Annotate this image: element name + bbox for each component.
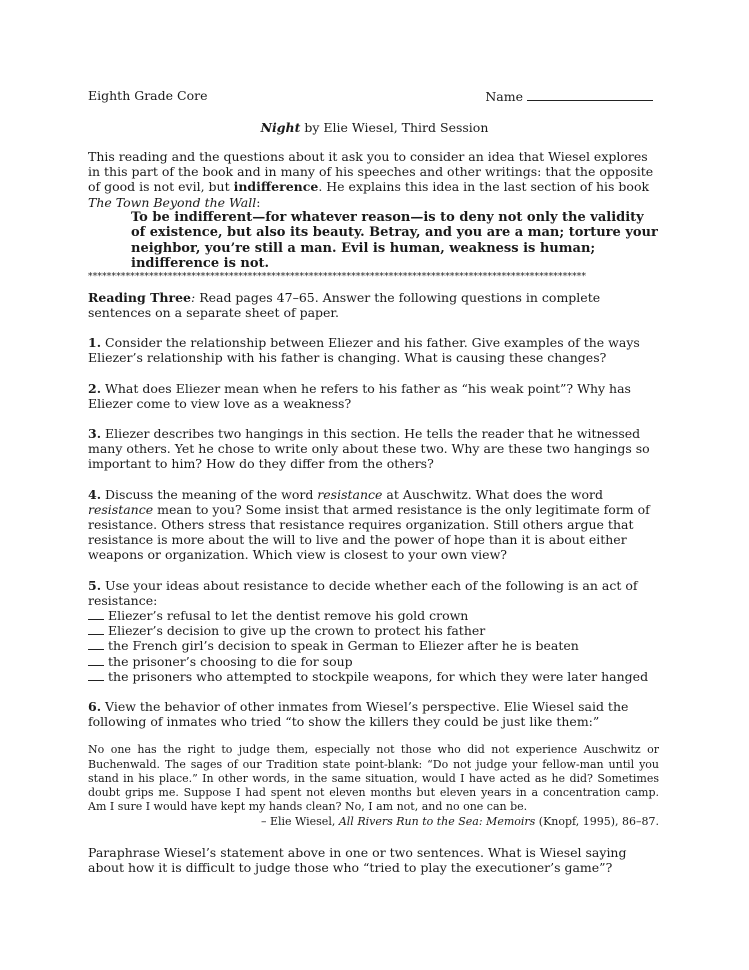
intro-paragraph [88,149,659,210]
page-title [0,120,749,135]
question-text: What does Eliezer mean when he refers to his father as “his weak point”? Why has Eliezer come to view love as a weakness? [88,380,631,411]
question-5-prompt [88,578,659,608]
emphasized-word: resistance [88,501,154,517]
list-item [88,623,659,638]
question-text: Use your ideas about resistance to decide whether each of the following is an act of resistance: [88,577,638,608]
item-text: the French girl’s decision to speak in German to Eliezer after he is beaten [108,638,579,654]
answer-blank[interactable] [88,639,104,650]
question-text: at Auschwitz. What does the word [382,486,603,502]
reading-colon: : [191,289,196,305]
citation-author: – Elie Wiesel, [260,814,339,828]
question-3 [88,426,659,472]
question-text: View the behavior of other inmates from Wiesel’s perspective. Elie Wiesel said the following of inmates who tried “to show the killers they could be just like them:” [88,699,629,730]
name-label: Name [485,89,523,104]
item-text: the prisoner’s choosing to die for soup [108,653,353,669]
name-blank-line [527,88,653,101]
answer-blank[interactable] [88,624,104,635]
answer-blank[interactable] [88,670,104,681]
citation [88,815,659,829]
citation-publisher: (Knopf, 1995), 86–87. [535,814,659,828]
header [88,88,653,106]
item-text: Eliezer’s decision to give up the crown to protect his father [108,623,486,639]
question-number: 4. [88,486,102,502]
reading-text: Read pages 47–65. Answer the following questions in complete sentences on a separate sheet of paper. [88,289,601,321]
paraphrase-prompt: Paraphrase Wiesel’s statement above in one or two sentences. What is Wiesel saying about how it is difficult to judge those who “tried to play the executioner’s game”? [88,844,627,875]
indifference-quote: To be indifferent—for whatever reason—is to deny not only the validity of existence, but also its beauty. Betray, and you are a man; torture your neighbor, you’re still a man. Evil is human, weakness is human; indifference is not. [131,209,658,272]
question-2 [88,381,659,411]
intro-bold-word: indifference [233,179,319,195]
book-title: Night [260,120,301,135]
reading-instructions [88,290,659,320]
separator-stars: ********************************************************************************************************** [88,271,587,282]
name-field [485,88,653,104]
wiesel-excerpt [88,743,659,828]
intro-text-2: . He explains this idea in the last section of his book [318,179,650,195]
question-number: 5. [88,577,102,593]
answer-blank[interactable] [88,655,104,666]
question-text: Eliezer describes two hangings in this section. He tells the reader that he witnessed many others. Yet he chose to write only about these two. Why are these two hangings so important to him? How do they differ from the others? [88,426,650,472]
answer-blank[interactable] [88,609,104,620]
question-number: 3. [88,426,102,442]
course-label: Eighth Grade Core [88,88,208,103]
item-text: the prisoners who attempted to stockpile weapons, for which they were later hanged [108,668,649,684]
excerpt-text: No one has the right to judge them, especially not those who did not experience Auschwitz or Buchenwald. The sages of our Tradition state point-blank: “Do not judge your fellow-man until you stand in his place.” In other words, in the same situation, would I have acted as he did? Sometimes doubt grips me. Suppose I had spent not eleven months but eleven years in a concentration camp. Am I sure I would have kept my hands clean? No, I am not, and no one can be. [88,743,659,814]
question-number: 6. [88,699,102,715]
list-item [88,669,659,684]
question-number: 2. [88,380,102,396]
question-1 [88,335,659,365]
question-text: Consider the relationship between Eliezer and his father. Give examples of the ways Eliezer’s relationship with his father is changing. What is causing these changes? [88,335,640,366]
intro-text-1: This reading and the questions about it ask you to consider an idea that Wiesel explores in this part of the book and in many of his speeches and other writings: that the opposite of good is not evil, but [88,149,654,195]
question-5 [88,578,659,684]
question-number: 1. [88,335,102,351]
intro-book-title: The Town Beyond the Wall [88,194,257,210]
list-item [88,608,659,623]
question-4 [88,487,659,563]
citation-title: All Rivers Run to the Sea: Memoirs [338,814,536,828]
resistance-items [88,608,659,684]
worksheet-body [88,149,659,875]
question-6 [88,699,659,729]
list-item [88,654,659,669]
question-text: Discuss the meaning of the word [101,486,318,502]
item-text: Eliezer’s refusal to let the dentist remove his gold crown [108,608,469,624]
emphasized-word: resistance [317,486,383,502]
intro-text-3: : [256,194,261,210]
title-rest: by Elie Wiesel, Third Session [300,120,489,135]
list-item [88,638,659,653]
question-text: mean to you? Some insist that armed resistance is the only legitimate form of resistance. Others stress that resistance requires organization. Still others argue that resistance is more about the will to live and the power of hope than it is about either weapons or organization. Which view is closest to your own view? [88,501,650,563]
reading-label: Reading Three [88,289,191,305]
